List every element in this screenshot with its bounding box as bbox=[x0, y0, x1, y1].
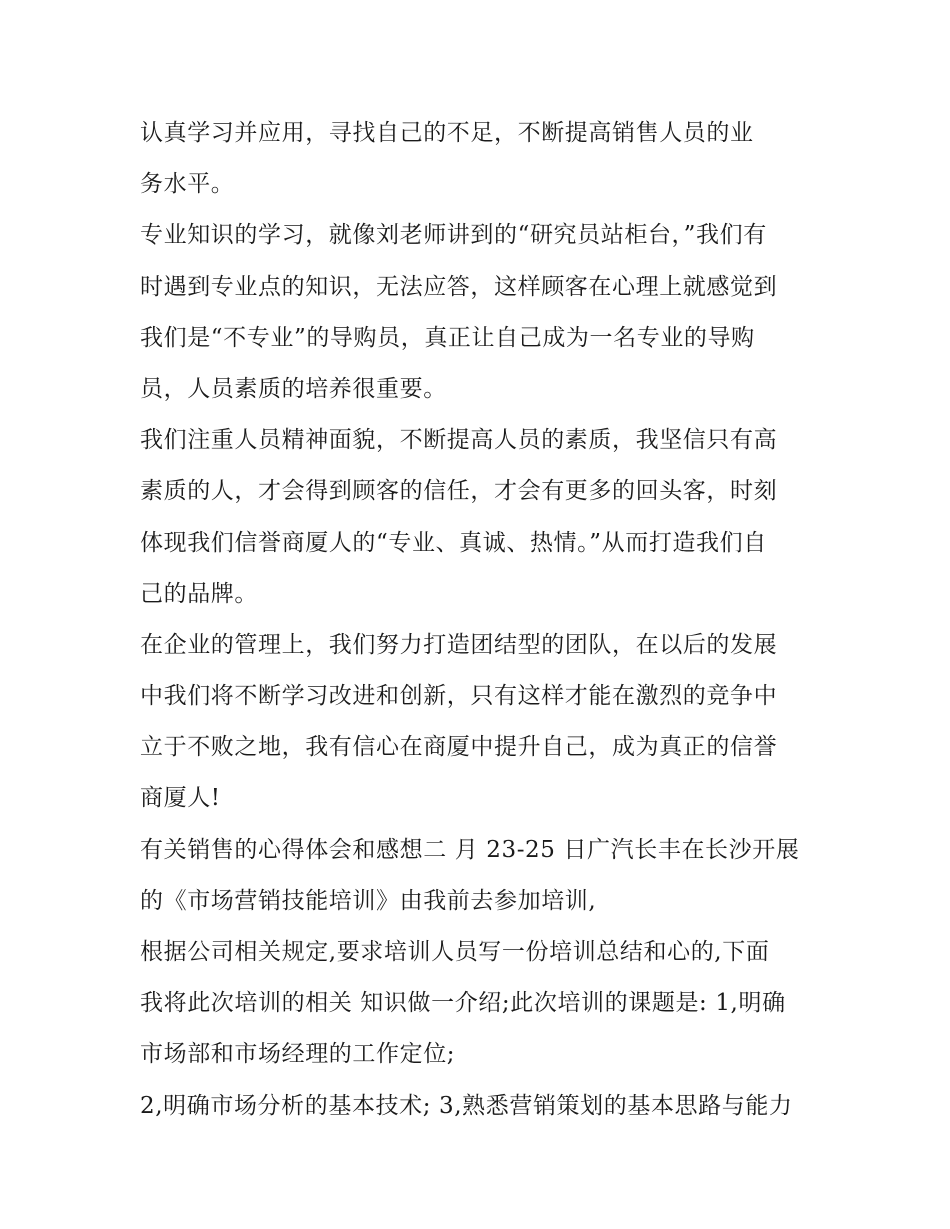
text-line: 体现我们信誉商厦人的“专业、真诚、热情。”从而打造我们自 bbox=[140, 529, 767, 556]
text-line: 务水平。 bbox=[140, 171, 235, 198]
text-line: 己的品牌。 bbox=[140, 580, 258, 607]
text-line: 根据公司相关规定,要求培训人员写一份培训总结和心的,下面 bbox=[140, 939, 770, 965]
text-line: 我们是“不专业”的导购员，真正让自己成为一名专业的导购 bbox=[140, 324, 755, 351]
text-line: 员，人员素质的培养很重要。 bbox=[140, 375, 447, 402]
text-line: 商厦人! bbox=[140, 785, 221, 812]
text-line: 认真学习并应用，寻找自己的不足，不断提高销售人员的业 bbox=[140, 120, 754, 146]
text-line: 素质的人，才会得到顾客的信任，才会有更多的回头客，时刻 bbox=[140, 478, 778, 505]
text-line: 立于不败之地，我有信心在商厦中提升自己，成为真正的信誉 bbox=[140, 734, 778, 761]
text-line: 市场部和市场经理的工作定位; bbox=[140, 1041, 456, 1068]
text-line: 在企业的管理上，我们努力打造团结型的团队，在以后的发展 bbox=[140, 631, 778, 658]
text-line: 有关销售的心得体会和感想二 月 23-25 日广汽长丰在长沙开展 bbox=[140, 836, 800, 863]
text-line: 中我们将不断学习改进和创新，只有这样才能在激烈的竞争中 bbox=[140, 683, 778, 710]
text-line: 专业知识的学习，就像刘老师讲到的“研究员站柜台，”我们有 bbox=[140, 222, 767, 249]
text-line: 我将此次培训的相关 知识做一介绍;此次培训的课题是: 1,明确 bbox=[140, 990, 786, 1017]
text-line: 的《市场营销技能培训》由我前去参加培训, bbox=[140, 887, 597, 914]
text-line: 2,明确市场分析的基本技术; 3,熟悉营销策划的基本思路与能力 bbox=[140, 1092, 793, 1119]
text-line: 时遇到专业点的知识，无法应答，这样顾客在心理上就感觉到 bbox=[140, 273, 778, 300]
document-body bbox=[140, 108, 820, 1132]
text-line: 我们注重人员精神面貌，不断提高人员的素质，我坚信只有高 bbox=[140, 427, 778, 454]
